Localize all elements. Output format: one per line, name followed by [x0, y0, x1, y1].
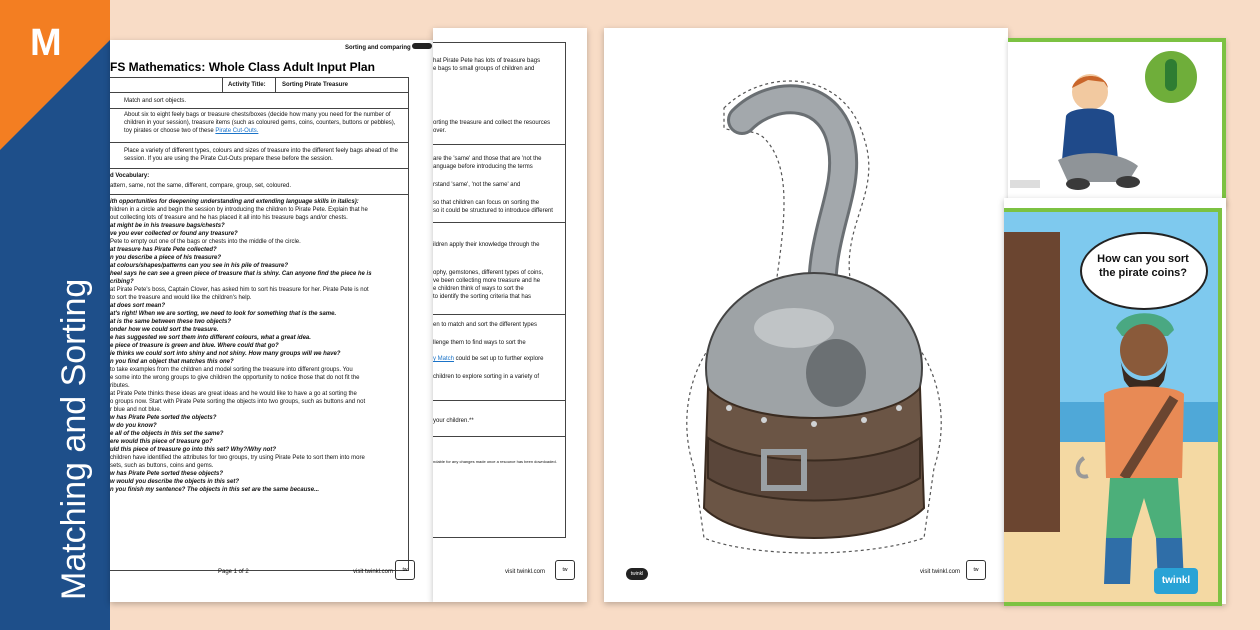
objective-text: Match and sort objects.	[124, 98, 187, 104]
step-line: ributes.	[110, 383, 130, 389]
text-line: ophy, gemstones, different types of coins,	[433, 270, 544, 276]
block-f	[433, 241, 539, 249]
vocabulary-label: d Vocabulary:	[110, 173, 150, 179]
activity-steps	[110, 198, 408, 494]
step-line: out collecting lots of treasure and he has placed it all into his treasure bags and/or chests.	[110, 215, 348, 221]
activity-value: Sorting Pirate Treasure	[282, 82, 349, 88]
text-line: ildren apply their knowledge through the	[433, 242, 540, 248]
step-line: to take examples from the children and model sorting the treasure into different groups. You	[110, 367, 353, 373]
text-line: en to match and sort the different types	[433, 322, 537, 328]
footer-site: visit twinkl.com	[920, 569, 961, 575]
step-line: w has Pirate Pete sorted these objects?	[110, 471, 224, 477]
step-line: at colours/shapes/patterns can you see in his pile of treasure?	[110, 263, 289, 269]
twinkl-logo: twinkl	[1154, 568, 1198, 594]
poster-question: How can you sort the pirate coins?	[1097, 253, 1189, 279]
step-line: uld this piece of treasure go into this set? Why?/Why not?	[110, 447, 277, 453]
plan-table	[110, 77, 409, 571]
treasure-chest	[1004, 232, 1060, 532]
text-line: so that children can focus on sorting the	[433, 200, 540, 206]
step-line: hildren in a circle and begin the session by introducing the children to Pirate Pete. Explain that he	[110, 207, 368, 213]
step-line: at might be in his treasure bags/chests?	[110, 223, 225, 229]
step-line: ie thinks we could sort into shiny and not shiny. How many groups will we have?	[110, 351, 341, 357]
step-line: at is the same between these two objects?	[110, 319, 232, 325]
objective-row	[110, 92, 408, 109]
twinkl-logo: twinkl	[626, 568, 648, 580]
pirate-poster	[1004, 198, 1226, 604]
banner-title: Matching and Sorting	[55, 278, 93, 600]
activity-label: Activity Title:	[228, 82, 266, 88]
vocabulary-text: attern, same, not the same, different, compare, group, set, coloured.	[110, 183, 291, 189]
text-line: e bags to small groups of children and	[433, 66, 535, 72]
poster-frame	[1004, 208, 1222, 606]
step-line: at's right! When we are sorting, we need to look for something that is the same.	[110, 311, 337, 317]
block-i	[433, 339, 526, 347]
text-line: e children think of ways to sort the	[433, 286, 524, 292]
footer-site: visit twinkl.com	[353, 569, 394, 575]
step-line: at treasure has Pirate Pete collected?	[110, 247, 217, 253]
text-line: so it could be structured to introduce different	[433, 208, 553, 214]
step-line: ith opportunities for deepening understanding and extending language skills in italics):	[110, 199, 359, 205]
veggie-badge	[1142, 48, 1200, 106]
twinkl-quality-logo: tw	[395, 560, 415, 580]
step-line: sets, such as buttons, coins and gems.	[110, 463, 214, 469]
header-label: Sorting and comparing	[345, 45, 411, 51]
step-line: w would you describe the objects in this set?	[110, 479, 240, 485]
block-l	[433, 417, 474, 425]
block-g	[433, 269, 543, 301]
step-line: onder how we could sort the treasure.	[110, 327, 219, 333]
step-line: ere would this piece of treasure go?	[110, 439, 213, 445]
resources-text: About six to eight feely bags or treasure chests/boxes (decide how many you need for the number of children in your session), treasure items (such as coloured gems, coins, counters, buttons or pebbles), toy pirates or choose two of these Pirate Cut-Outs.	[124, 112, 396, 134]
step-line: w do you know?	[110, 423, 157, 429]
block-b	[433, 119, 550, 135]
step-line: cribing?	[110, 279, 134, 285]
step-line: e all of the objects in this set the same?	[110, 431, 224, 437]
pirate-illustration	[1064, 308, 1214, 598]
step-line: e piece of treasure is green and blue. Where could that go?	[110, 343, 279, 349]
header-tab	[412, 43, 432, 49]
step-line: o groups now. Start with Pirate Pete sorting the objects into two groups, such as buttons and not	[110, 399, 366, 405]
boy-illustration	[1048, 70, 1148, 194]
text-line: anguage before introducing the terms	[433, 164, 533, 170]
plan-page-2	[433, 28, 587, 602]
text-line: hat Pirate Pete has lots of treasure bags	[433, 58, 541, 64]
block-j	[433, 355, 543, 363]
block-e	[433, 199, 553, 215]
step-line: ve you ever collected or found any treasure?	[110, 231, 238, 237]
step-line: at Pirate Pete's boss, Captain Clover, has asked him to sort his treasure for her. Pirate Pete is not	[110, 287, 369, 293]
text-line: are the 'same' and those that are 'not the	[433, 156, 542, 162]
twinkl-quality-logo: tw	[555, 560, 575, 580]
footnote: ndable for any changes made once a resource has been downloaded.	[433, 459, 557, 464]
page-title: FS Mathematics: Whole Class Adult Input Plan	[110, 60, 375, 74]
text-line: children to explore sorting in a variety of	[433, 374, 540, 380]
match-link[interactable]: y Match	[433, 356, 455, 362]
step-line: to sort the treasure and would like the children's help.	[110, 295, 252, 301]
text-line: ve been collecting more treasure and he	[433, 278, 541, 284]
text-line: orting the treasure and collect the resources	[433, 120, 551, 126]
resources-row	[110, 108, 408, 143]
step-line: Pete to empty out one of the bags or chests into the middle of the circle.	[110, 239, 301, 245]
card-stack	[1010, 180, 1040, 188]
step-line: e has suggested we sort them into different colours, what a great idea.	[110, 335, 311, 341]
block-a	[433, 57, 540, 73]
boy-card	[1008, 38, 1226, 206]
text-line: your children.**	[433, 418, 474, 424]
text-line: y Match could be set up to further explore	[433, 356, 544, 362]
preparation-text: Place a variety of different types, colours and sizes of treasure into the different feely bags ahead of the session. If you are using the Pirate Cut-Outs prepare these before the session.	[124, 148, 398, 162]
page-number: Page 1 of 2	[218, 569, 249, 575]
activity-row	[110, 78, 408, 93]
pirate-hook-illustration	[604, 28, 1008, 602]
text-line: over.	[433, 128, 447, 134]
block-d	[433, 181, 520, 189]
step-line: n you finish my sentence? The objects in this set are the same because...	[110, 487, 320, 493]
twinkl-quality-logo: tw	[966, 560, 986, 580]
step-line: at does sort mean?	[110, 303, 166, 309]
plan-page-1	[110, 40, 433, 602]
step-line: e some into the wrong groups to give children the opportunity to notice those that do not fit the	[110, 375, 360, 381]
text-line: to identify the sorting criteria that has	[433, 294, 532, 300]
footer-site: visit twinkl.com	[505, 569, 546, 575]
step-line: children have identified the attributes for two groups, try using Pirate Pete to sort them into more	[110, 455, 365, 461]
vocabulary-row	[110, 168, 408, 195]
step-line: w has Pirate Pete sorted the objects?	[110, 415, 217, 421]
block-c	[433, 155, 542, 171]
step-line: n you find an object that matches this one?	[110, 359, 234, 365]
subject-badge: M	[30, 22, 62, 64]
step-line: r blue and not blue.	[110, 407, 162, 413]
step-line: heel says he can see a green piece of treasure that is shiny. Can anyone find the piece he is	[110, 271, 372, 277]
preparation-row	[110, 142, 408, 169]
hook-page	[604, 28, 1008, 602]
block-h	[433, 321, 537, 329]
block-k	[433, 373, 539, 381]
text-line: rstand 'same', 'not the same' and	[433, 182, 521, 188]
step-line: n you describe a piece of his treasure?	[110, 255, 222, 261]
text-line: llenge them to find ways to sort the	[433, 340, 526, 346]
pirate-cutouts-link[interactable]: Pirate Cut-Outs.	[215, 128, 259, 134]
step-line: at Pirate Pete thinks these ideas are great ideas and he would like to have a go at sorting the	[110, 391, 357, 397]
